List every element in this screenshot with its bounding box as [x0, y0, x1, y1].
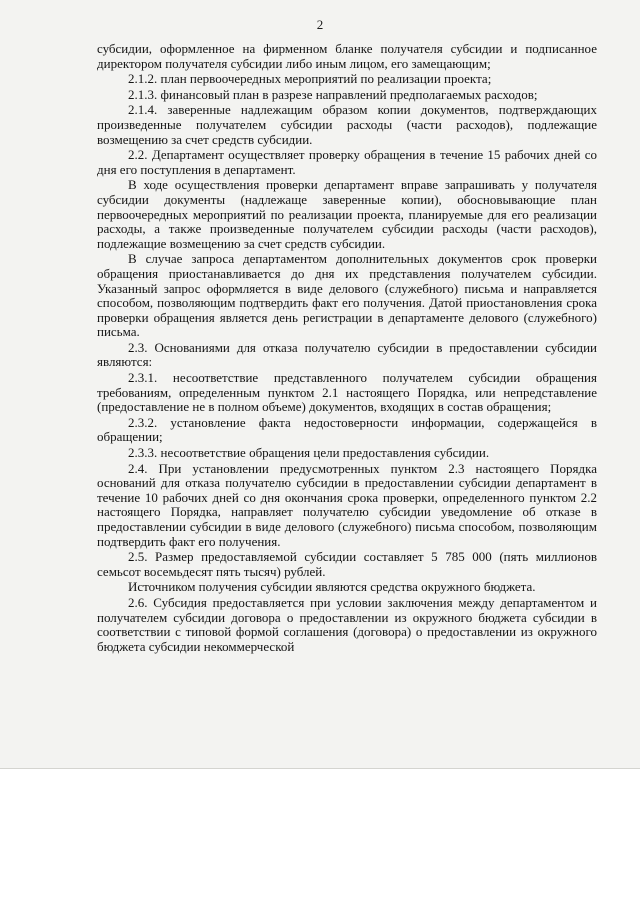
paragraph-13: 2.5. Размер предоставляемой субсидии составляет 5 785 000 (пять миллионов семьсот восемьдесят пять тысяч) рублей.	[97, 549, 597, 579]
paragraph-6: В ходе осуществления проверки департамент вправе запрашивать у получателя субсидии документы (надлежаще заверенные копии), обосновывающие план первоочередных мероприятий по реализации проекта, планируемые для его реализации расходы, а также произведенные получателем субсидии расходы (части расходов), подлежащие возмещению за счет средств субсидии.	[97, 177, 597, 251]
paragraph-9: 2.3.1. несоответствие представленного получателем субсидии обращения требованиям, определенным пунктом 2.1 настоящего Порядка, или непредставление (предоставление не в полном объеме) документов, входящих в состав обращения;	[97, 370, 597, 415]
document-body	[97, 42, 597, 655]
paragraph-8: 2.3. Основаниями для отказа получателю субсидии в предоставлении субсидии являются:	[97, 339, 597, 370]
paragraph-1: субсидии, оформленное на фирменном бланке получателя субсидии и подписанное директором получателя субсидии либо иным лицом, его замещающим;	[97, 41, 597, 71]
paragraph-14: Источником получения субсидии являются средства окружного бюджета.	[128, 579, 536, 595]
paragraph-7: В случае запроса департаментом дополнительных документов срок проверки обращения приостанавливается до дня их представления получателем субсидии. Указанный запрос оформляется в виде делового (служебного) письма и направляется способом, позволяющим подтвердить факт его получения. Датой приостановления срока проверки обращения является день регистрации в департаменте делового (служебного) письма.	[97, 251, 597, 340]
paragraph-2: 2.1.2. план первоочередных мероприятий по реализации проекта;	[128, 71, 492, 87]
paragraph-5: 2.2. Департамент осуществляет проверку обращения в течение 15 рабочих дней со дня его поступления в департамент.	[97, 147, 597, 177]
paragraph-3: 2.1.3. финансовый план в разрезе направлений предполагаемых расходов;	[128, 86, 538, 102]
paragraph-15: 2.6. Субсидия предоставляется при условии заключения между департаментом и получателем субсидии договора о предоставлении из окружного бюджета субсидии в соответствии с типовой формой соглашения (договора) о предоставлении из окружного бюджета субсидии некоммерческой	[97, 594, 597, 654]
paragraph-4: 2.1.4. заверенные надлежащим образом копии документов, подтверждающих произведенные получателем субсидии расходы (части расходов), подлежащие возмещению за счет средств субсидии.	[97, 102, 597, 147]
paragraph-11: 2.3.3. несоответствие обращения цели предоставления субсидии.	[128, 445, 490, 461]
paragraph-10: 2.3.2. установление факта недостоверности информации, содержащейся в обращении;	[97, 414, 597, 445]
page-number: 2	[316, 17, 324, 32]
blank-area	[0, 769, 640, 905]
paragraph-12: 2.4. При установлении предусмотренных пунктом 2.3 настоящего Порядка оснований для отказа получателю субсидии в предоставлении субсидии департамент в течение 10 рабочих дней со дня окончания срока проверки, определенного пунктом 2.2 настоящего Порядка, направляет получателю субсидии уведомление об отказе в предоставлении субсидии в виде делового (служебного) письма способом, позволяющим подтвердить факт его получения.	[97, 460, 597, 549]
